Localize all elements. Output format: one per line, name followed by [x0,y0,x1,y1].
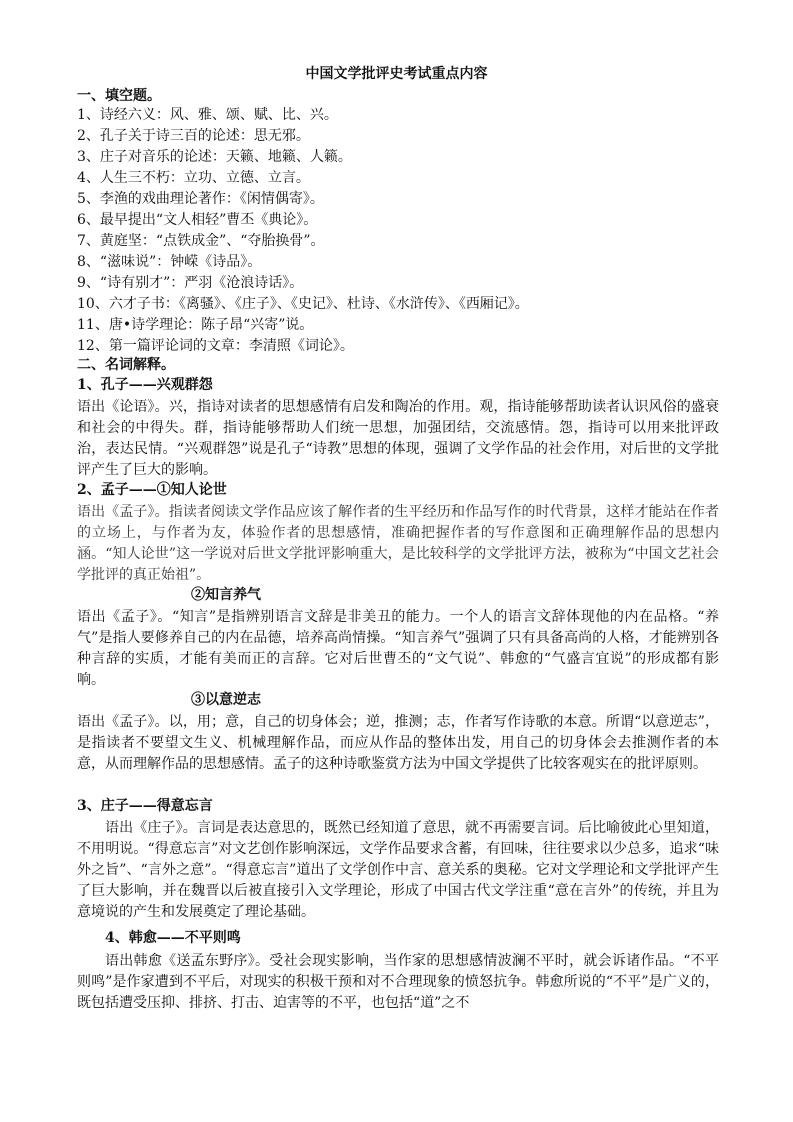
list-item: 10、六才子书：《离骚》、《庄子》、《史记》、杜诗、《水浒传》、《西厢记》。 [77,296,529,312]
term-heading: 4、韩愈——不平则鸣 [105,930,241,946]
list-item: 7、黄庭坚：“点铁成金”、“夺胎换骨”。 [77,233,325,249]
term-body [77,818,719,923]
term-body [77,397,719,481]
list-item: 5、李渔的戏曲理论著作：《闲情偶寄》。 [77,191,324,207]
list-item: 2、孔子关于诗三百的论述：思无邪。 [77,128,310,144]
list-item: 3、庄子对音乐的论述：天籁、地籁、人籁。 [77,149,352,165]
paragraph: 语出《庄子》。言词是表达意思的，既然已经知道了意思，就不再需要言词。后比喻彼此心里知道，不用明说。“得意忘言”对文艺创作影响深远，文学作品要求含蓄，有回味，往往要求以少总多，追求“味外之旨”、“言外之意”。“得意忘言”道出了文学创作中言、意关系的奥秘。它对文学理论和文学批评产生了巨大影响，并在魏晋以后被直接引入文学理论，形成了中国古代文学注重“意在言外”的传统，并且为意境说的产生和发展奠定了理论基础。 [77,820,719,920]
list-item: 4、人生三不朽：立功、立德、立言。 [77,170,310,186]
term-heading: 3、庄子——得意忘言 [77,798,213,814]
term-body [77,712,719,775]
list-item: 12、第一篇评论词的文章：李清照《词论》。 [77,338,354,354]
section-heading-fill-in: 一、填空题。 [77,88,161,104]
term-body [77,502,719,586]
list-item: 1、诗经六义：风、雅、颂、赋、比、兴。 [77,107,338,123]
list-item: 6、最早提出“文人相轻”曹丕《典论》。 [77,212,318,228]
paragraph: 语出《孟子》。指读者阅读文学作品应该了解作者的生平经历和作品写作的时代背景，这样才能站在作者的立场上，与作者为友，体验作者的思想感情，准确把握作者的写作意图和正确理解作品的思想内涵。“知人论世”这一学说对后世文学批评影响重大，是比较科学的文学批评方法，被称为“中国文艺社会学批评的真正始祖”。 [77,504,719,583]
list-item: 8、“滋味说”：钟嵘《诗品》。 [77,254,262,270]
term-heading: 2、孟子——①知人论世 [77,482,227,498]
subterm-heading: ③以意逆志 [191,692,261,708]
document-title: 中国文学批评史考试重点内容 [305,66,488,82]
section-heading-terms: 二、名词解释。 [77,357,175,373]
term-body [77,607,719,691]
list-item: 9、“诗有别才”：严羽《沧浪诗话》。 [77,275,304,291]
term-body [77,951,719,1014]
subterm-heading: ②知言养气 [191,587,261,603]
paragraph: 语出韩愈《送孟东野序》。受社会现实影响，当作家的思想感情波澜不平时，就会诉诸作品。“不平则鸣”是作家遭到不平后，对现实的积极干预和对不合理现象的愤怒抗争。韩愈所说的“不平”是广义的，既包括遭受压抑、排挤、打击、迫害等的不平，也包括“道”之不 [77,953,719,1011]
list-item: 11、唐•诗学理论：陈子昂“兴寄”说。 [77,317,314,333]
paragraph: 语出《孟子》。以，用；意，自己的切身体会；逆，推测；志，作者写作诗歌的本意。所谓“以意逆志”，是指读者不要望文生义、机械理解作品，而应从作品的整体出发，用自己的切身体会去推测作者的本意，从而理解作品的思想感情。孟子的这种诗歌鉴赏方法为中国文学提供了比较客观实在的批评原则。 [77,714,719,772]
paragraph: 语出《论语》。兴，指诗对读者的思想感情有启发和陶冶的作用。观，指诗能够帮助读者认识风俗的盛衰和社会的中得失。群，指诗能够帮助人们统一思想，加强团结，交流感情。怨，指诗可以用来批评政治，表达民情。“兴观群怨”说是孔子“诗教”思想的体现，强调了文学作品的社会作用，对后世的文学批评产生了巨大的影响。 [77,399,719,478]
term-heading: 1、孔子——兴观群怨 [77,377,213,393]
paragraph: 语出《孟子》。“知言”是指辨别语言文辞是非美丑的能力。一个人的语言文辞体现他的内在品格。“养气”是指人要修养自己的内在品德，培养高尚情操。“知言养气”强调了只有具备高尚的人格，才能辨别各种言辞的实质，才能有美而正的言辞。它对后世曹丕的“文气说”、韩愈的“气盛言宜说”的形成都有影响。 [77,609,719,688]
